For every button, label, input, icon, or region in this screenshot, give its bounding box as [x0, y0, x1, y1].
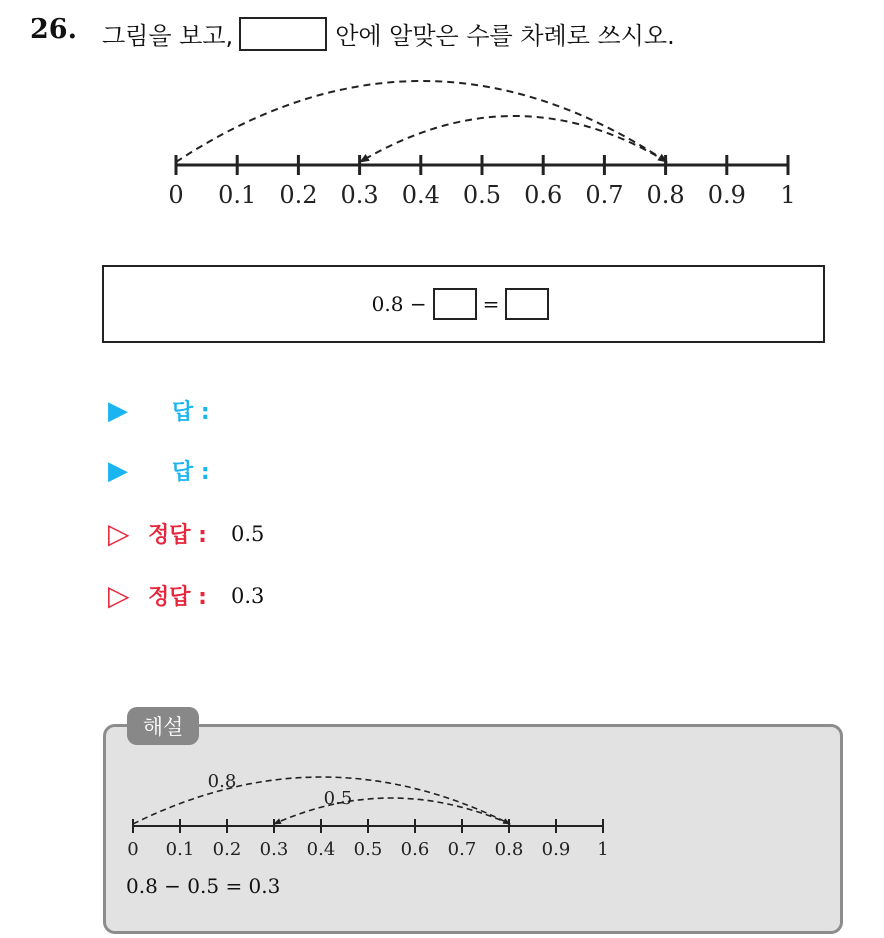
equation-left: 0.8 −	[371, 292, 427, 316]
answer-row-1	[108, 395, 210, 426]
tick-label: 0.7	[585, 181, 624, 209]
question-text-before: 그림을 보고,	[102, 22, 234, 50]
tick-label: 0.6	[400, 839, 430, 860]
play-arrow-icon: ▶	[108, 395, 128, 426]
answer-label: 답 :	[172, 460, 210, 485]
correct-answer-row-1	[108, 517, 264, 550]
explanation-tag: 해설	[127, 707, 199, 745]
tick-label: 0	[168, 181, 184, 209]
play-arrow-icon: ▶	[108, 455, 128, 486]
explanation-arc-label-backward: 0.5	[323, 788, 353, 809]
tick-label: 0.2	[279, 181, 318, 209]
tick-label: 0.4	[306, 839, 336, 860]
correct-answer-row-2	[108, 579, 264, 612]
tick-label: 0.4	[401, 181, 440, 209]
arc-forward-0-to-0.8	[176, 81, 667, 162]
tick-label: 0.5	[353, 839, 383, 860]
tick-label: 1	[597, 839, 609, 860]
outline-arrow-icon: ▷	[108, 517, 130, 550]
equation-box	[102, 265, 825, 343]
explanation-arc-label-forward: 0.8	[207, 771, 237, 792]
tick-label: 0.8	[646, 181, 685, 209]
equation-equals: =	[482, 292, 500, 316]
tick-label: 0.3	[259, 839, 289, 860]
question-number: 26.	[30, 14, 77, 45]
explanation-number-line	[0, 740, 884, 870]
tick-label: 0.1	[165, 839, 195, 860]
explanation-arc-forward	[133, 777, 510, 824]
question-text-after: 안에 알맞은 수를 차례로 쓰시오.	[335, 22, 675, 50]
correct-answer-label: 정답 :	[148, 523, 207, 548]
explanation-arc-backward	[274, 798, 510, 824]
correct-answer-value: 0.5	[230, 521, 265, 546]
tick-label: 0	[127, 839, 139, 860]
tick-label: 0.9	[707, 181, 746, 209]
tick-label: 0.8	[494, 839, 524, 860]
correct-answer-value: 0.3	[230, 583, 265, 608]
explanation-equation: 0.8 − 0.5 = 0.3	[126, 874, 281, 898]
answer-label: 답 :	[172, 400, 210, 425]
tick-label: 0.3	[340, 181, 379, 209]
equation-blank-1[interactable]	[433, 288, 477, 320]
tick-label: 0.1	[218, 181, 257, 209]
tick-label: 0.2	[212, 839, 242, 860]
tick-label: 1	[780, 181, 796, 209]
equation-blank-2[interactable]	[505, 288, 549, 320]
tick-label: 0.7	[447, 839, 477, 860]
tick-label: 0.6	[524, 181, 563, 209]
tick-label: 0.5	[462, 181, 502, 209]
tick-label: 0.9	[541, 839, 571, 860]
correct-answer-label: 정답 :	[148, 585, 207, 610]
number-line-diagram	[0, 0, 884, 230]
number-line-ticks	[168, 155, 795, 209]
answer-row-2	[108, 455, 210, 486]
outline-arrow-icon: ▷	[108, 579, 130, 612]
arc-backward-0.8-to-0.3	[360, 116, 667, 162]
